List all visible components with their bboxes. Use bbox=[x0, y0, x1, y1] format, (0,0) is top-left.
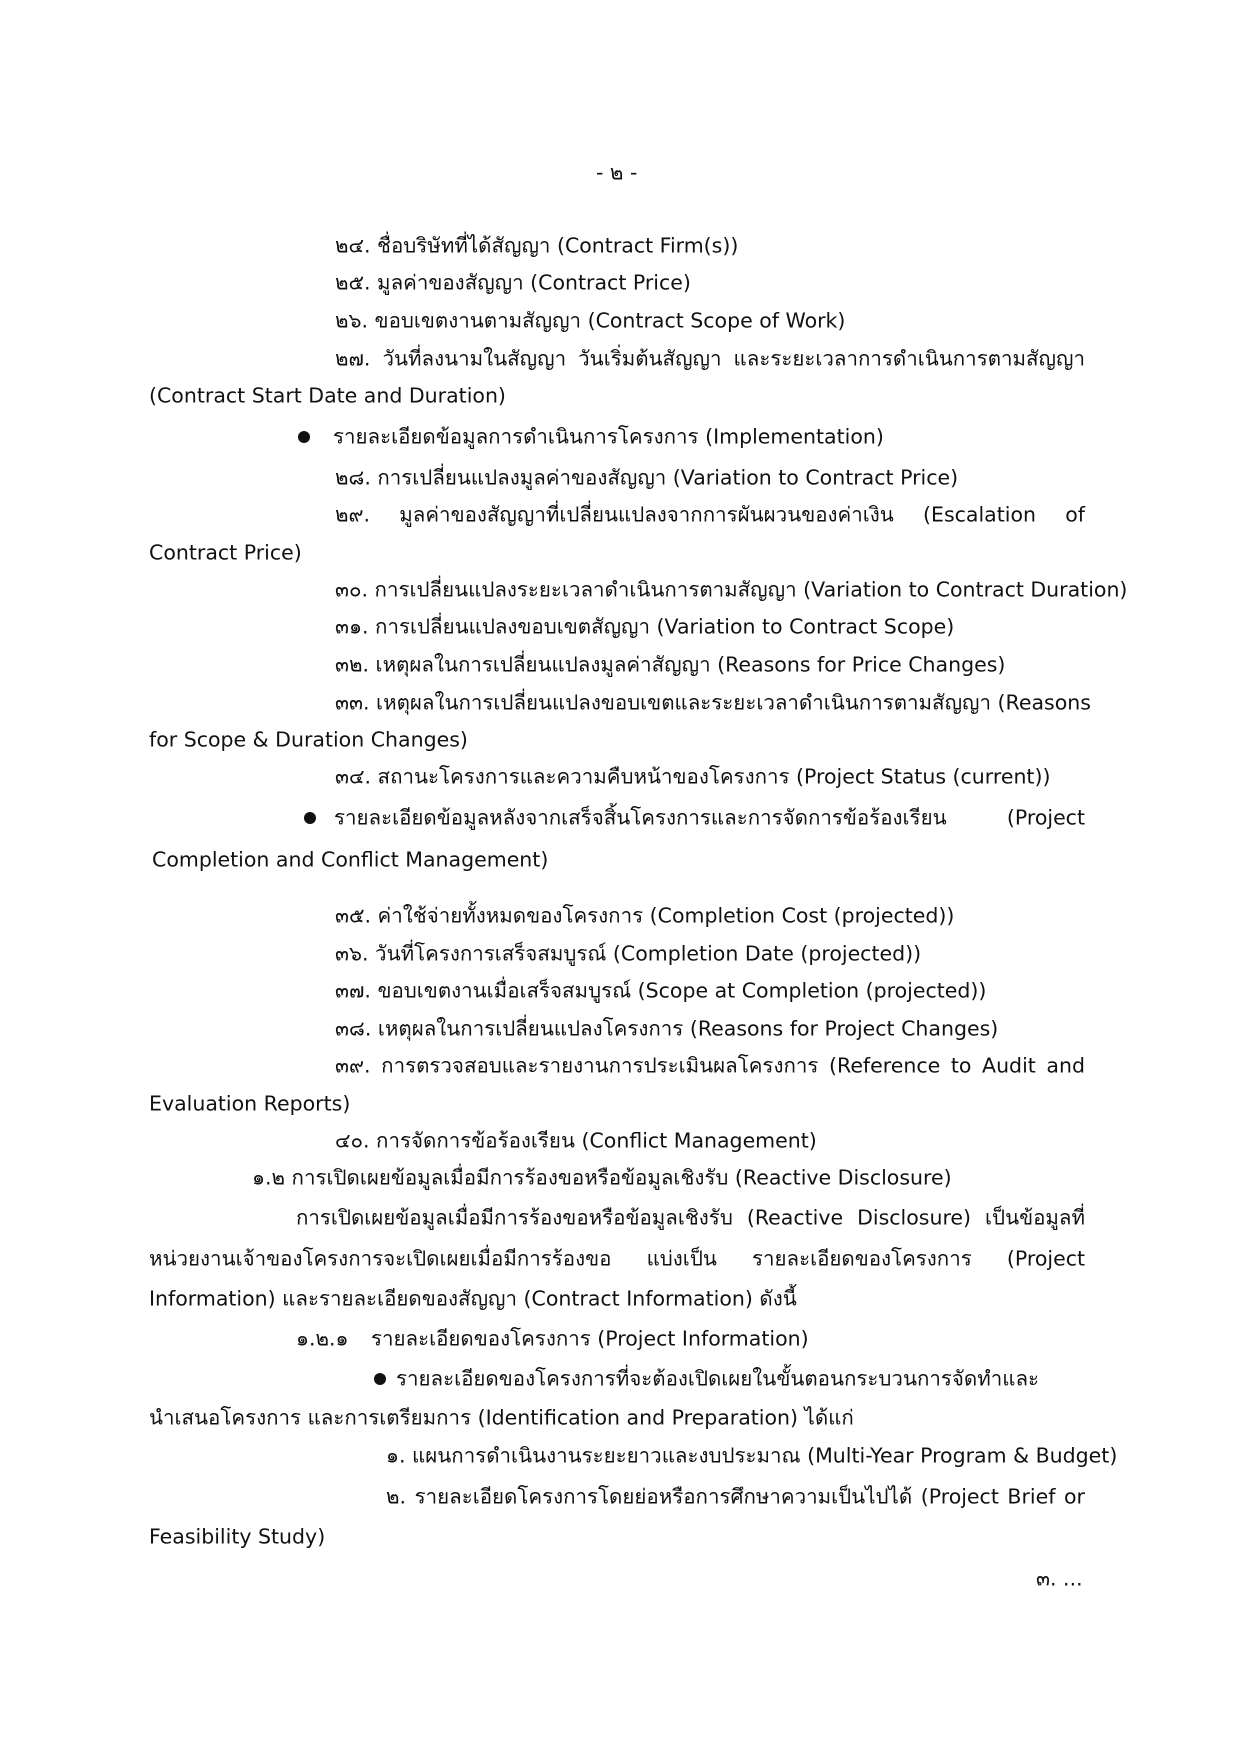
list-item: ๓๐. การเปลี่ยนแปลงระยะเวลาดำเนินการตามสัญญา (Variation to Contract Duration) bbox=[335, 577, 1128, 602]
section-heading: ๑.๒ การเปิดเผยข้อมูลเมื่อมีการร้องขอหรือข้อมูลเชิงรับ (Reactive Disclosure) bbox=[252, 1165, 952, 1190]
list-item-continuation: Contract Price) bbox=[149, 540, 302, 565]
paragraph-line: การเปิดเผยข้อมูลเมื่อมีการร้องขอหรือข้อมูลเชิงรับ (Reactive Disclosure) เป็นข้อมูลที่ bbox=[296, 1205, 1085, 1230]
list-item: ๓๕. ค่าใช้จ่ายทั้งหมดของโครงการ (Completion Cost (projected)) bbox=[335, 903, 955, 928]
list-item: ๒๔. ชื่อบริษัทที่ได้สัญญา (Contract Firm(s)) bbox=[335, 233, 739, 258]
list-item-continuation: for Scope & Duration Changes) bbox=[149, 727, 468, 752]
bullet-icon bbox=[298, 431, 310, 443]
section-heading-continuation: Completion and Conflict Management) bbox=[152, 847, 549, 872]
list-item: ๓๔. สถานะโครงการและความคืบหน้าของโครงการ (Project Status (current)) bbox=[335, 764, 1051, 789]
section-heading: รายละเอียดข้อมูลหลังจากเสร็จสิ้นโครงการและการจัดการข้อร้องเรียน (Project bbox=[334, 805, 1085, 830]
list-item: ๒. รายละเอียดโครงการโดยย่อหรือการศึกษาความเป็นไปได้ (Project Brief or bbox=[386, 1484, 1085, 1509]
bullet-icon bbox=[374, 1373, 386, 1385]
list-item-continuation: (Contract Start Date and Duration) bbox=[149, 383, 506, 408]
list-item: ๓๘. เหตุผลในการเปลี่ยนแปลงโครงการ (Reasons for Project Changes) bbox=[335, 1016, 999, 1041]
list-item: ๒๗. วันที่ลงนามในสัญญา วันเริ่มต้นสัญญา และระยะเวลาการดำเนินการตามสัญญา bbox=[335, 346, 1085, 371]
list-item: ๒๘. การเปลี่ยนแปลงมูลค่าของสัญญา (Variation to Contract Price) bbox=[335, 465, 959, 490]
bullet-icon bbox=[304, 812, 316, 824]
subsection-title: รายละเอียดของโครงการ (Project Information) bbox=[371, 1326, 809, 1351]
list-item: ๑. แผนการดำเนินงานระยะยาวและงบประมาณ (Multi-Year Program & Budget) bbox=[386, 1443, 1118, 1468]
list-item: ๒๖. ขอบเขตงานตามสัญญา (Contract Scope of Work) bbox=[335, 308, 846, 333]
paragraph-line: Information) และรายละเอียดของสัญญา (Contract Information) ดังนี้ bbox=[149, 1286, 797, 1311]
section-heading-continuation: นำเสนอโครงการ และการเตรียมการ (Identification and Preparation) ได้แก่ bbox=[149, 1405, 854, 1430]
section-heading: รายละเอียดของโครงการที่จะต้องเปิดเผยในขั้นตอนกระบวนการจัดทำและ bbox=[396, 1366, 1040, 1391]
subsection-number: ๑.๒.๑ bbox=[296, 1326, 349, 1351]
section-heading: รายละเอียดข้อมูลการดำเนินการโครงการ (Implementation) bbox=[333, 424, 884, 449]
paragraph-line: หน่วยงานเจ้าของโครงการจะเปิดเผยเมื่อมีการร้องขอ แบ่งเป็น รายละเอียดของโครงการ (Project bbox=[149, 1246, 1085, 1271]
list-item: ๒๕. มูลค่าของสัญญา (Contract Price) bbox=[335, 270, 691, 295]
list-item: ๔๐. การจัดการข้อร้องเรียน (Conflict Management) bbox=[335, 1128, 817, 1153]
list-item: ๓๑. การเปลี่ยนแปลงขอบเขตสัญญา (Variation to Contract Scope) bbox=[335, 614, 955, 639]
list-item: ๓๖. วันที่โครงการเสร็จสมบูรณ์ (Completion Date (projected)) bbox=[335, 941, 922, 966]
list-item: ๒๙. มูลค่าของสัญญาที่เปลี่ยนแปลงจากการผันผวนของค่าเงิน (Escalation of bbox=[335, 502, 1085, 527]
continuation-marker: ๓. ... bbox=[1036, 1566, 1083, 1591]
list-item-continuation: Feasibility Study) bbox=[149, 1524, 326, 1549]
list-item: ๓๓. เหตุผลในการเปลี่ยนแปลงขอบเขตและระยะเวลาดำเนินการตามสัญญา (Reasons bbox=[335, 690, 1091, 715]
page-number: - ๒ - bbox=[596, 160, 638, 185]
list-item: ๓๒. เหตุผลในการเปลี่ยนแปลงมูลค่าสัญญา (Reasons for Price Changes) bbox=[335, 652, 1006, 677]
list-item: ๓๙. การตรวจสอบและรายงานการประเมินผลโครงการ (Reference to Audit and bbox=[335, 1053, 1085, 1078]
list-item: ๓๗. ขอบเขตงานเมื่อเสร็จสมบูรณ์ (Scope at Completion (projected)) bbox=[335, 978, 987, 1003]
list-item-continuation: Evaluation Reports) bbox=[149, 1091, 351, 1116]
